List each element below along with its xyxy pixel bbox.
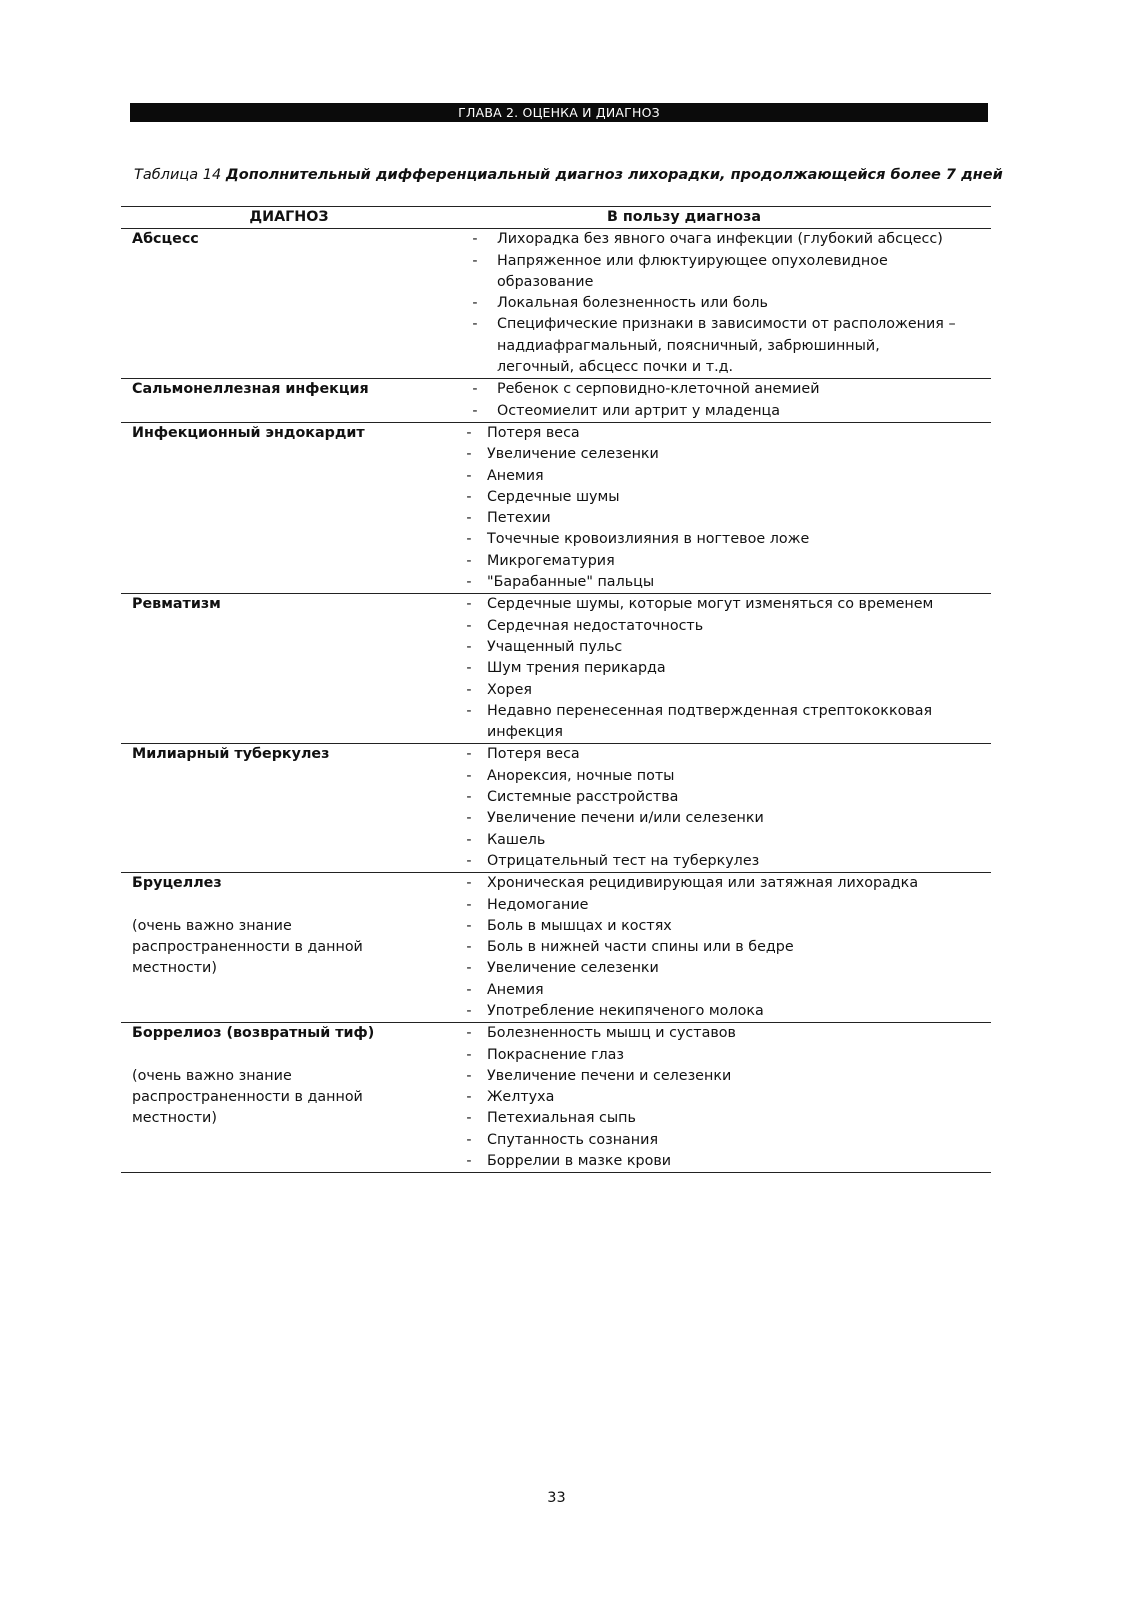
finding-text: Болезненность мышц и суставов <box>487 1025 736 1042</box>
bullet-dash-icon: - <box>466 1067 472 1084</box>
finding-item <box>455 937 991 958</box>
finding-text: Спутанность сознания <box>487 1131 659 1148</box>
bullet-dash-icon: - <box>466 1110 472 1127</box>
column-header-findings: В пользу диагноза <box>606 209 762 225</box>
table-row <box>121 594 991 744</box>
finding-item <box>455 293 991 314</box>
table-row <box>121 873 991 1023</box>
findings-cell <box>455 744 991 872</box>
finding-item <box>455 851 991 872</box>
finding-text: Микрогематурия <box>487 552 615 569</box>
bullet-dash-icon: - <box>472 381 478 398</box>
finding-item <box>455 444 991 465</box>
finding-item <box>455 830 991 851</box>
finding-text: Хроническая рецидивирующая или затяжная лихорадка <box>487 875 919 892</box>
finding-text: Увеличение печени и селезенки <box>487 1067 732 1084</box>
finding-item <box>455 787 991 808</box>
bullet-dash-icon: - <box>472 402 478 419</box>
bullet-dash-icon: - <box>466 660 472 677</box>
finding-item <box>455 616 991 637</box>
bullet-dash-icon: - <box>466 1046 472 1063</box>
finding-text: Ребенок с серповидно-клеточной анемией <box>497 381 820 398</box>
finding-text: Кашель <box>487 831 546 848</box>
finding-item <box>455 1045 991 1066</box>
diagnosis-cell <box>121 1023 455 1172</box>
bullet-dash-icon: - <box>466 767 472 784</box>
finding-text: Системные расстройства <box>487 789 679 806</box>
bullet-dash-icon: - <box>466 488 472 505</box>
finding-item <box>455 1001 991 1022</box>
bullet-dash-icon: - <box>472 316 478 333</box>
finding-item <box>455 916 991 937</box>
diagnosis-note: (очень важно знание распространенности в данной местности) <box>132 1067 363 1127</box>
finding-text: Анемия <box>487 981 544 998</box>
finding-item <box>455 1066 991 1087</box>
diagnosis-cell <box>121 594 455 743</box>
finding-item <box>455 873 991 894</box>
finding-item <box>455 744 991 765</box>
diagnosis-cell <box>121 873 455 1022</box>
finding-text: Лихорадка без явного очага инфекции (глубокий абсцесс) <box>497 231 943 248</box>
finding-item <box>455 1108 991 1129</box>
bullet-dash-icon: - <box>466 424 472 441</box>
finding-item <box>455 594 991 615</box>
finding-item <box>455 1151 991 1172</box>
table-body <box>121 229 991 1173</box>
finding-text: Потеря веса <box>487 424 580 441</box>
bullet-dash-icon: - <box>472 295 478 312</box>
finding-item <box>455 766 991 787</box>
bullet-dash-icon: - <box>466 1089 472 1106</box>
finding-item <box>455 895 991 916</box>
table-row <box>121 423 991 594</box>
table-row <box>121 744 991 873</box>
bullet-dash-icon: - <box>466 831 472 848</box>
diagnosis-name: Абсцесс <box>132 231 199 248</box>
finding-text: Анемия <box>487 467 544 484</box>
findings-cell <box>455 423 991 593</box>
bullet-dash-icon: - <box>472 231 478 248</box>
bullet-dash-icon: - <box>466 702 472 719</box>
findings-cell <box>455 379 991 422</box>
finding-text: Боррелии в мазке крови <box>487 1153 672 1170</box>
bullet-dash-icon: - <box>466 852 472 869</box>
table-row <box>121 379 991 423</box>
finding-item <box>455 423 991 444</box>
bullet-dash-icon: - <box>466 467 472 484</box>
bullet-dash-icon: - <box>466 746 472 763</box>
diagnosis-note: (очень важно знание распространенности в данной местности) <box>132 917 363 977</box>
finding-item <box>455 808 991 829</box>
finding-item <box>455 251 991 294</box>
finding-item <box>455 680 991 701</box>
finding-text: Недомогание <box>487 896 589 913</box>
bullet-dash-icon: - <box>466 1002 472 1019</box>
bullet-dash-icon: - <box>466 531 472 548</box>
diagnosis-cell <box>121 379 455 422</box>
diagnosis-name: Инфекционный эндокардит <box>132 424 365 441</box>
finding-text: Сердечная недостаточность <box>487 617 704 634</box>
finding-text: Учащенный пульс <box>487 638 623 655</box>
table-caption <box>134 165 1003 185</box>
finding-item <box>455 1023 991 1044</box>
finding-item <box>455 701 991 744</box>
bullet-dash-icon: - <box>466 574 472 591</box>
bullet-dash-icon: - <box>466 552 472 569</box>
finding-text: Потеря веса <box>487 746 580 763</box>
findings-cell <box>455 229 991 378</box>
diagnosis-name: Милиарный туберкулез <box>132 746 330 763</box>
finding-text: "Барабанные" пальцы <box>487 574 655 591</box>
bullet-dash-icon: - <box>466 960 472 977</box>
findings-cell <box>455 594 991 743</box>
finding-item <box>455 229 991 250</box>
diagnosis-name: Боррелиоз (возвратный тиф) <box>132 1025 375 1042</box>
bullet-dash-icon: - <box>466 896 472 913</box>
finding-text: Остеомиелит или артрит у младенца <box>497 402 781 419</box>
diagnosis-cell <box>121 744 455 872</box>
table-number: Таблица 14 <box>134 167 222 183</box>
finding-text: Петехиальная сыпь <box>487 1110 636 1127</box>
table-header <box>121 207 991 229</box>
bullet-dash-icon: - <box>466 1153 472 1170</box>
finding-item <box>455 637 991 658</box>
finding-item <box>455 508 991 529</box>
finding-text: Боль в нижней части спины или в бедре <box>487 939 794 956</box>
finding-text: Желтуха <box>487 1089 555 1106</box>
finding-text: Специфические признаки в зависимости от расположения – наддиафрагмальный, поясничный, забрюшинный, легочный, абсцесс почки и т.д. <box>497 316 956 376</box>
bullet-dash-icon: - <box>466 617 472 634</box>
findings-cell <box>455 1023 991 1172</box>
finding-item <box>455 658 991 679</box>
diagnosis-cell <box>121 229 455 378</box>
column-header-diagnosis: ДИАГНОЗ <box>249 209 329 225</box>
finding-item <box>455 466 991 487</box>
table-row <box>121 1023 991 1173</box>
finding-text: Сердечные шумы <box>487 488 620 505</box>
finding-item <box>455 529 991 550</box>
finding-item <box>455 980 991 1001</box>
finding-item <box>455 551 991 572</box>
finding-item <box>455 487 991 508</box>
bullet-dash-icon: - <box>466 917 472 934</box>
finding-text: Увеличение селезенки <box>487 960 659 977</box>
bullet-dash-icon: - <box>472 252 478 269</box>
finding-text: Употребление некипяченого молока <box>487 1002 764 1019</box>
bullet-dash-icon: - <box>466 638 472 655</box>
bullet-dash-icon: - <box>466 875 472 892</box>
bullet-dash-icon: - <box>466 446 472 463</box>
bullet-dash-icon: - <box>466 1025 472 1042</box>
page-number: 33 <box>547 1490 566 1506</box>
table-row <box>121 229 991 379</box>
bullet-dash-icon: - <box>466 981 472 998</box>
finding-text: Точечные кровоизлияния в ногтевое ложе <box>487 531 810 548</box>
finding-text: Хорея <box>487 681 533 698</box>
finding-item <box>455 1130 991 1151</box>
bullet-dash-icon: - <box>466 681 472 698</box>
diagnosis-table <box>121 206 991 1173</box>
finding-item <box>455 314 991 378</box>
bullet-dash-icon: - <box>466 939 472 956</box>
finding-text: Петехии <box>487 510 551 527</box>
finding-text: Напряженное или флюктуирующее опухолевидное образование <box>497 252 888 290</box>
bullet-dash-icon: - <box>466 596 472 613</box>
finding-item <box>455 572 991 593</box>
table-title: Дополнительный дифференциальный диагноз лихорадки, продолжающейся более 7 дней <box>225 167 1003 183</box>
finding-text: Отрицательный тест на туберкулез <box>487 852 760 869</box>
bullet-dash-icon: - <box>466 789 472 806</box>
findings-cell <box>455 873 991 1022</box>
diagnosis-name: Сальмонеллезная инфекция <box>132 381 369 398</box>
diagnosis-name: Ревматизм <box>132 596 221 613</box>
chapter-header: ГЛАВА 2. ОЦЕНКА И ДИАГНОЗ <box>130 103 988 122</box>
finding-item <box>455 401 991 422</box>
finding-item <box>455 1087 991 1108</box>
finding-text: Увеличение селезенки <box>487 446 659 463</box>
finding-item <box>455 958 991 979</box>
finding-item <box>455 379 991 400</box>
finding-text: Недавно перенесенная подтвержденная стрептококковая инфекция <box>487 702 933 741</box>
finding-text: Сердечные шумы, которые могут изменяться со временем <box>487 596 934 613</box>
bullet-dash-icon: - <box>466 1131 472 1148</box>
finding-text: Локальная болезненность или боль <box>497 295 768 312</box>
finding-text: Увеличение печени и/или селезенки <box>487 810 764 827</box>
finding-text: Анорексия, ночные поты <box>487 767 675 784</box>
bullet-dash-icon: - <box>466 510 472 527</box>
bullet-dash-icon: - <box>466 810 472 827</box>
diagnosis-name: Бруцеллез <box>132 875 222 892</box>
finding-text: Шум трения перикарда <box>487 660 666 677</box>
finding-text: Покраснение глаз <box>487 1046 624 1063</box>
diagnosis-cell <box>121 423 455 593</box>
finding-text: Боль в мышцах и костях <box>487 917 672 934</box>
